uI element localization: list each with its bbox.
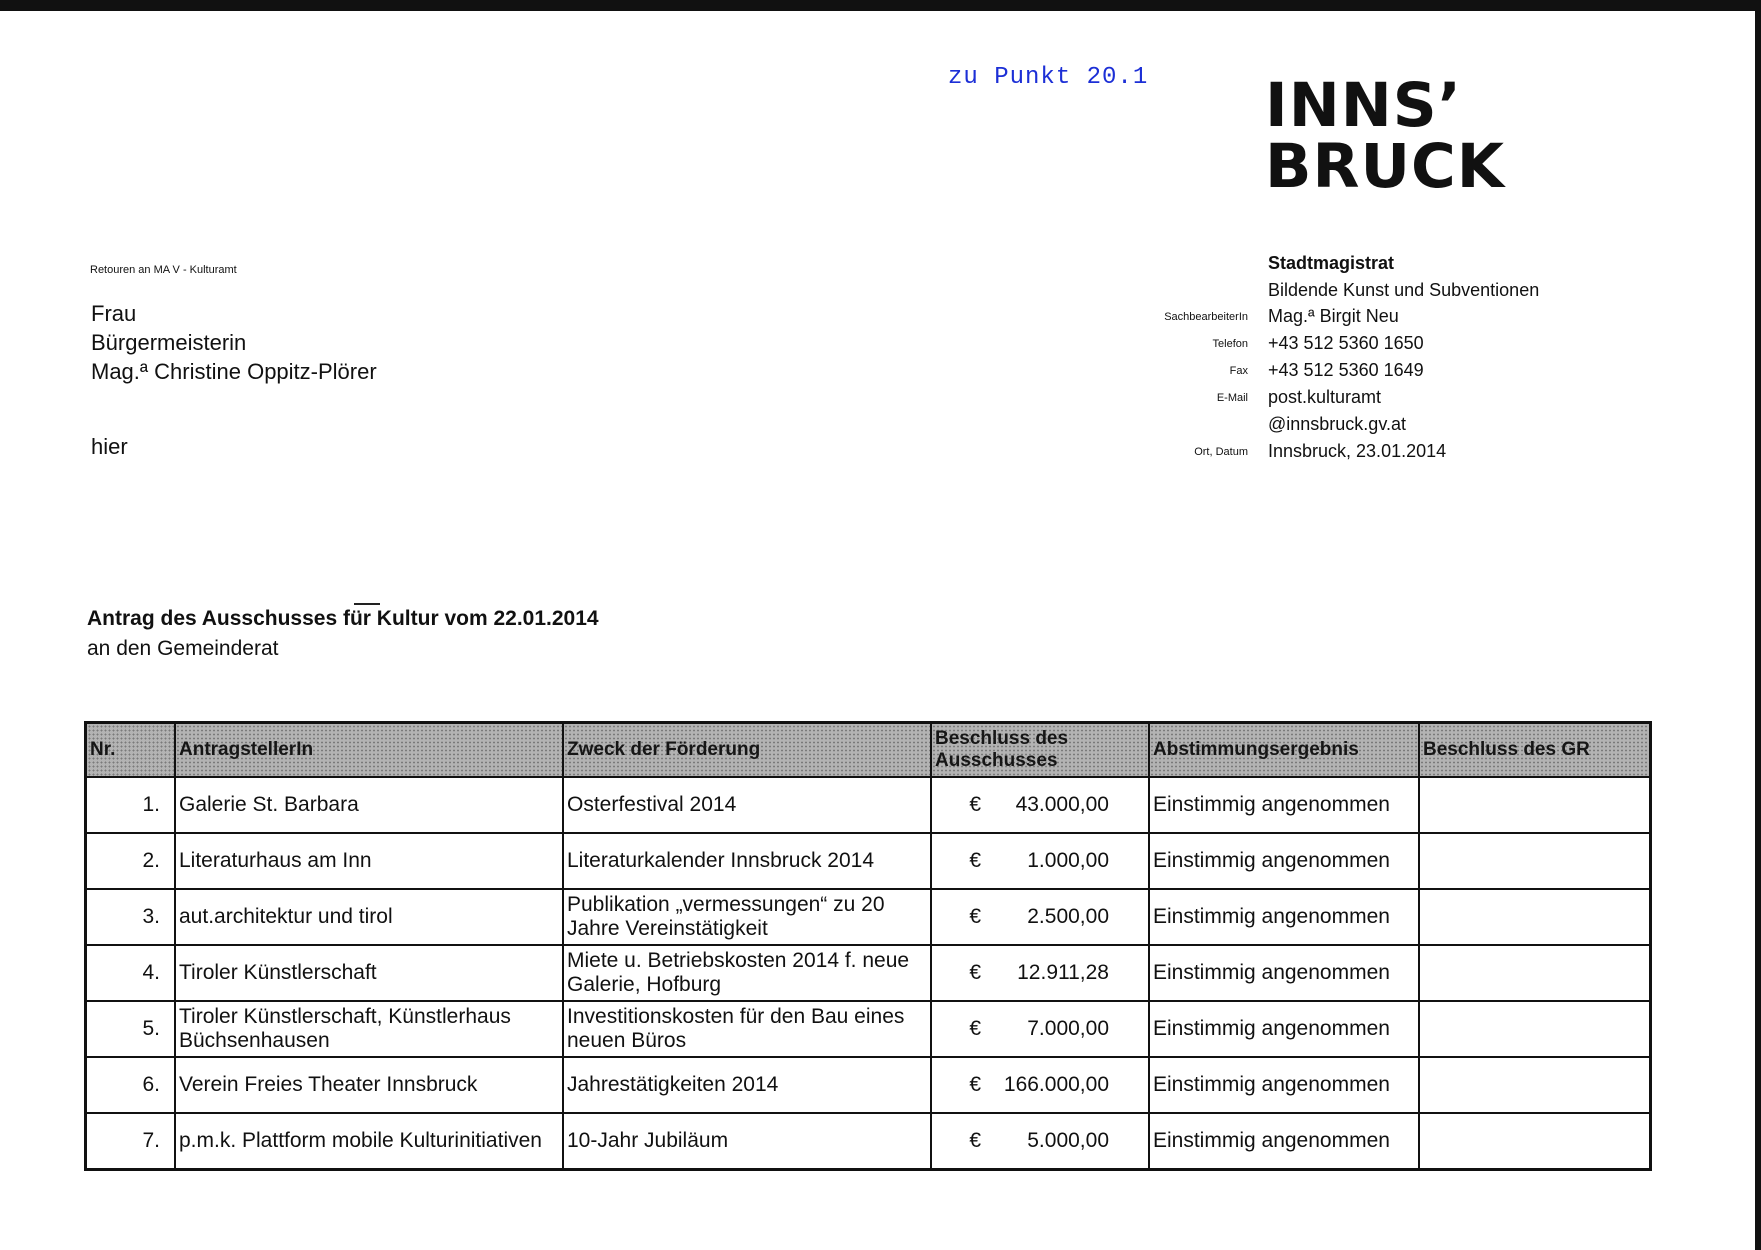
field-label — [1112, 411, 1268, 438]
amount-value: 166.000,00 — [1003, 1073, 1109, 1096]
cell-applicant: Galerie St. Barbara — [175, 777, 563, 833]
sender-unit: Bildende Kunst und Subventionen — [1268, 280, 1540, 300]
cell-purpose: Miete u. Betriebskosten 2014 f. neue Galerie, Hofburg — [563, 945, 931, 1001]
cell-amount — [931, 1001, 1149, 1057]
currency-symbol: € — [969, 905, 981, 928]
field-value: @innsbruck.gv.at — [1268, 414, 1406, 434]
sender-field-email — [1112, 384, 1446, 411]
field-label: Telefon — [1212, 337, 1248, 350]
cell-purpose: Osterfestival 2014 — [563, 777, 931, 833]
sender-field-phone — [1112, 330, 1446, 357]
header-vote: Abstimmungsergebnis — [1149, 723, 1419, 778]
logo-line-2: BRUCK — [1265, 131, 1506, 202]
return-address: Retouren an MA V - Kulturamt — [90, 264, 237, 276]
header-applicant: AntragstellerIn — [175, 723, 563, 778]
cell-purpose: Literaturkalender Innsbruck 2014 — [563, 833, 931, 889]
cell-nr: 3. — [86, 889, 176, 945]
cell-vote: Einstimmig angenommen — [1149, 833, 1419, 889]
header-gr: Beschluss des GR — [1419, 723, 1651, 778]
addressee-line-1: Frau — [91, 301, 137, 326]
cell-applicant: p.m.k. Plattform mobile Kulturinitiativen — [175, 1113, 563, 1170]
cell-vote: Einstimmig angenommen — [1149, 889, 1419, 945]
table-header-row — [86, 723, 1651, 778]
cell-nr: 2. — [86, 833, 176, 889]
field-value: post.kulturamt — [1268, 387, 1382, 407]
sender-org: Stadtmagistrat — [1268, 253, 1395, 273]
cell-vote: Einstimmig angenommen — [1149, 1057, 1419, 1113]
amount-value: 7.000,00 — [1027, 1017, 1109, 1040]
cell-vote: Einstimmig angenommen — [1149, 945, 1419, 1001]
currency-symbol: € — [969, 1017, 981, 1040]
sender-field-email-domain — [1112, 411, 1446, 438]
cell-applicant: Literaturhaus am Inn — [175, 833, 563, 889]
cell-amount — [931, 1057, 1149, 1113]
cell-gr — [1419, 833, 1651, 889]
currency-symbol: € — [969, 793, 981, 816]
table-row — [86, 1113, 1651, 1170]
cell-vote: Einstimmig angenommen — [1149, 1113, 1419, 1170]
header-nr: Nr. — [86, 723, 176, 778]
cell-gr — [1419, 1113, 1651, 1170]
cell-nr: 1. — [86, 777, 176, 833]
field-value: Innsbruck, 23.01.2014 — [1268, 441, 1447, 461]
currency-symbol: € — [969, 961, 981, 984]
cell-amount — [931, 833, 1149, 889]
sender-field-place-date — [1112, 438, 1446, 465]
grants-table — [84, 721, 1652, 1171]
amount-value: 2.500,00 — [1027, 905, 1109, 928]
amount-value: 5.000,00 — [1027, 1129, 1109, 1152]
cell-vote: Einstimmig angenommen — [1149, 777, 1419, 833]
cell-applicant: aut.architektur und tirol — [175, 889, 563, 945]
field-label: Fax — [1229, 364, 1248, 377]
field-label: Ort, Datum — [1194, 445, 1248, 458]
amount-value: 43.000,00 — [1015, 793, 1109, 816]
cell-purpose: Publikation „vermessungen“ zu 20 Jahre Vereinstätigkeit — [563, 889, 931, 945]
amount-value: 12.911,28 — [1017, 961, 1109, 984]
field-label: E-Mail — [1216, 391, 1248, 404]
addressee-line-3: Mag.ª Christine Oppitz-Plörer — [91, 359, 377, 384]
field-value: Mag.ª Birgit Neu — [1268, 306, 1399, 326]
logo-line-1: INNS’ — [1265, 70, 1462, 141]
document-subheading: an den Gemeinderat — [87, 637, 279, 660]
cell-gr — [1419, 945, 1651, 1001]
scan-top-border — [0, 0, 1761, 11]
header-purpose: Zweck der Förderung — [563, 723, 931, 778]
innsbruck-logo — [1265, 70, 1506, 202]
cell-amount — [931, 945, 1149, 1001]
cell-applicant: Verein Freies Theater Innsbruck — [175, 1057, 563, 1113]
field-label: SachbearbeiterIn — [1164, 310, 1248, 323]
table-row — [86, 833, 1651, 889]
table-row — [86, 1001, 1651, 1057]
table-row — [86, 777, 1651, 833]
scan-right-border — [1755, 0, 1761, 1250]
cell-gr — [1419, 1057, 1651, 1113]
sender-details — [1112, 303, 1446, 465]
cell-amount — [931, 889, 1149, 945]
currency-symbol: € — [969, 849, 981, 872]
cell-amount — [931, 777, 1149, 833]
sender-field-clerk — [1112, 303, 1446, 330]
currency-symbol: € — [969, 1073, 981, 1096]
cell-nr: 7. — [86, 1113, 176, 1170]
field-value: +43 512 5360 1650 — [1268, 333, 1424, 353]
addressee-local: hier — [91, 434, 128, 459]
cell-gr — [1419, 889, 1651, 945]
table-row — [86, 945, 1651, 1001]
amount-value: 1.000,00 — [1027, 849, 1109, 872]
currency-symbol: € — [969, 1129, 981, 1152]
cell-nr: 5. — [86, 1001, 176, 1057]
cell-purpose: Investitionskosten für den Bau eines neuen Büros — [563, 1001, 931, 1057]
agenda-stamp: zu Punkt 20.1 — [948, 64, 1149, 91]
cell-gr — [1419, 777, 1651, 833]
cell-vote: Einstimmig angenommen — [1149, 1001, 1419, 1057]
addressee-block — [91, 299, 377, 386]
cell-purpose: 10-Jahr Jubiläum — [563, 1113, 931, 1170]
cell-amount — [931, 1113, 1149, 1170]
addressee-line-2: Bürgermeisterin — [91, 330, 247, 355]
document-heading: Antrag des Ausschusses für Kultur vom 22.01.2014 — [87, 607, 599, 630]
cell-nr: 4. — [86, 945, 176, 1001]
cell-gr — [1419, 1001, 1651, 1057]
cell-nr: 6. — [86, 1057, 176, 1113]
cell-purpose: Jahrestätigkeiten 2014 — [563, 1057, 931, 1113]
cell-applicant: Tiroler Künstlerschaft, Künstlerhaus Büchsenhausen — [175, 1001, 563, 1057]
field-value: +43 512 5360 1649 — [1268, 360, 1424, 380]
sender-block — [1268, 253, 1539, 307]
sender-field-fax — [1112, 357, 1446, 384]
header-resolution: Beschluss des Ausschusses — [931, 723, 1149, 778]
cell-applicant: Tiroler Künstlerschaft — [175, 945, 563, 1001]
table-row — [86, 1057, 1651, 1113]
table-row — [86, 889, 1651, 945]
scan-mark — [354, 603, 380, 605]
